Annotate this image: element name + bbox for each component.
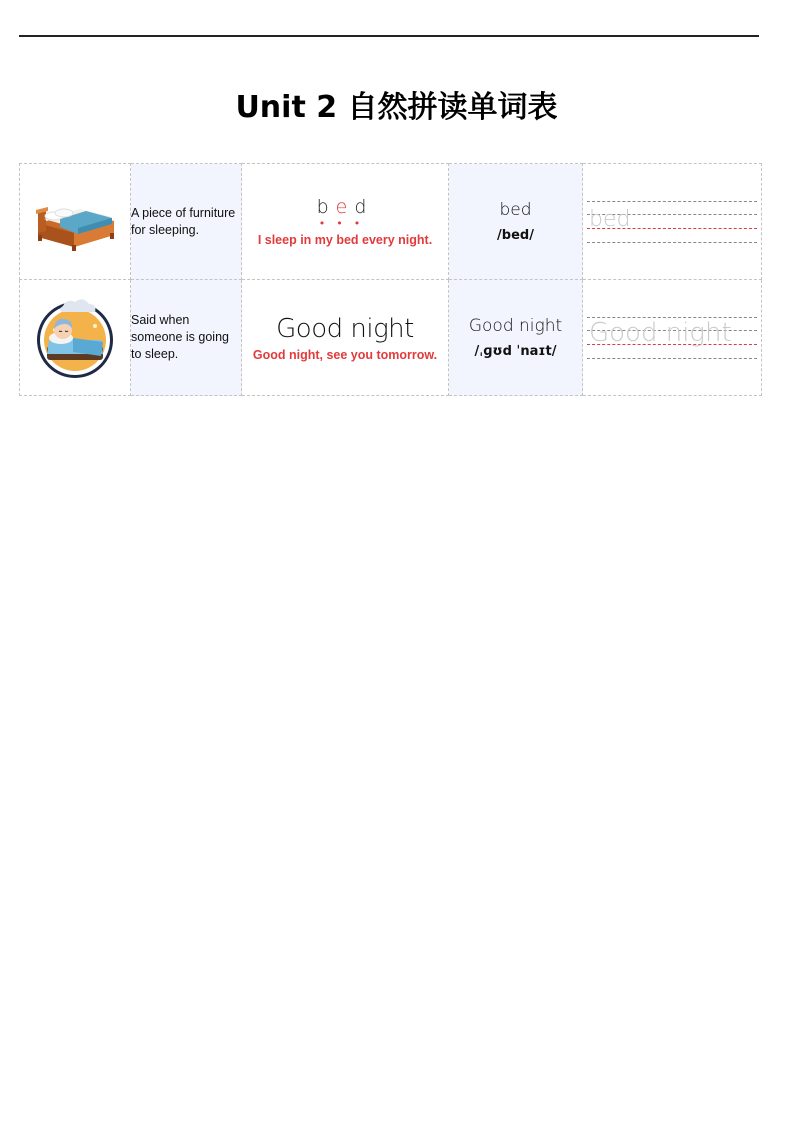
phonetic-cell — [449, 280, 583, 396]
trace-line — [587, 201, 757, 202]
page-title: Unit 2 自然拼读单词表 — [235, 90, 558, 125]
ipa-transcription: /bed/ — [497, 228, 534, 243]
word-cell — [242, 280, 449, 396]
definition-text: A piece of furniture for sleeping. — [131, 205, 236, 237]
example-sentence: I sleep in my bed every night. — [257, 233, 433, 247]
example-sentence: Good night, see you tomorrow. — [252, 347, 438, 362]
trace-cell — [583, 164, 762, 280]
trace-line — [587, 358, 757, 359]
image-cell — [20, 280, 131, 396]
sleeping-child-icon — [33, 296, 117, 380]
bed-icon — [32, 191, 118, 253]
vocab-table — [19, 163, 762, 396]
trace-line — [587, 242, 757, 243]
top-rule — [19, 35, 759, 37]
headword: Good night — [276, 313, 414, 344]
ipa-transcription: /ˌɡʊd ˈnaɪt/ — [474, 344, 557, 359]
trace-word: Good night — [589, 317, 732, 348]
sound-dots: ••• — [318, 217, 372, 230]
image-cell — [20, 164, 131, 280]
definition-text: Said when someone is going to sleep. — [131, 313, 229, 361]
word-cell — [242, 164, 449, 280]
definition-cell — [131, 164, 242, 280]
phonics-word: Good night — [468, 316, 563, 336]
trace-word: bed — [589, 206, 631, 232]
letter-b: b — [316, 196, 336, 218]
trace-lines — [587, 317, 757, 359]
letter-d: d — [354, 196, 374, 218]
table-row — [20, 280, 762, 396]
trace-cell — [583, 280, 762, 396]
table-row — [20, 164, 762, 280]
spelled-word — [242, 196, 448, 218]
phonics-word: bed — [499, 200, 532, 220]
trace-lines — [587, 201, 757, 243]
phonetic-cell — [449, 164, 583, 280]
letter-e-highlight: e — [335, 196, 355, 218]
definition-cell — [131, 280, 242, 396]
